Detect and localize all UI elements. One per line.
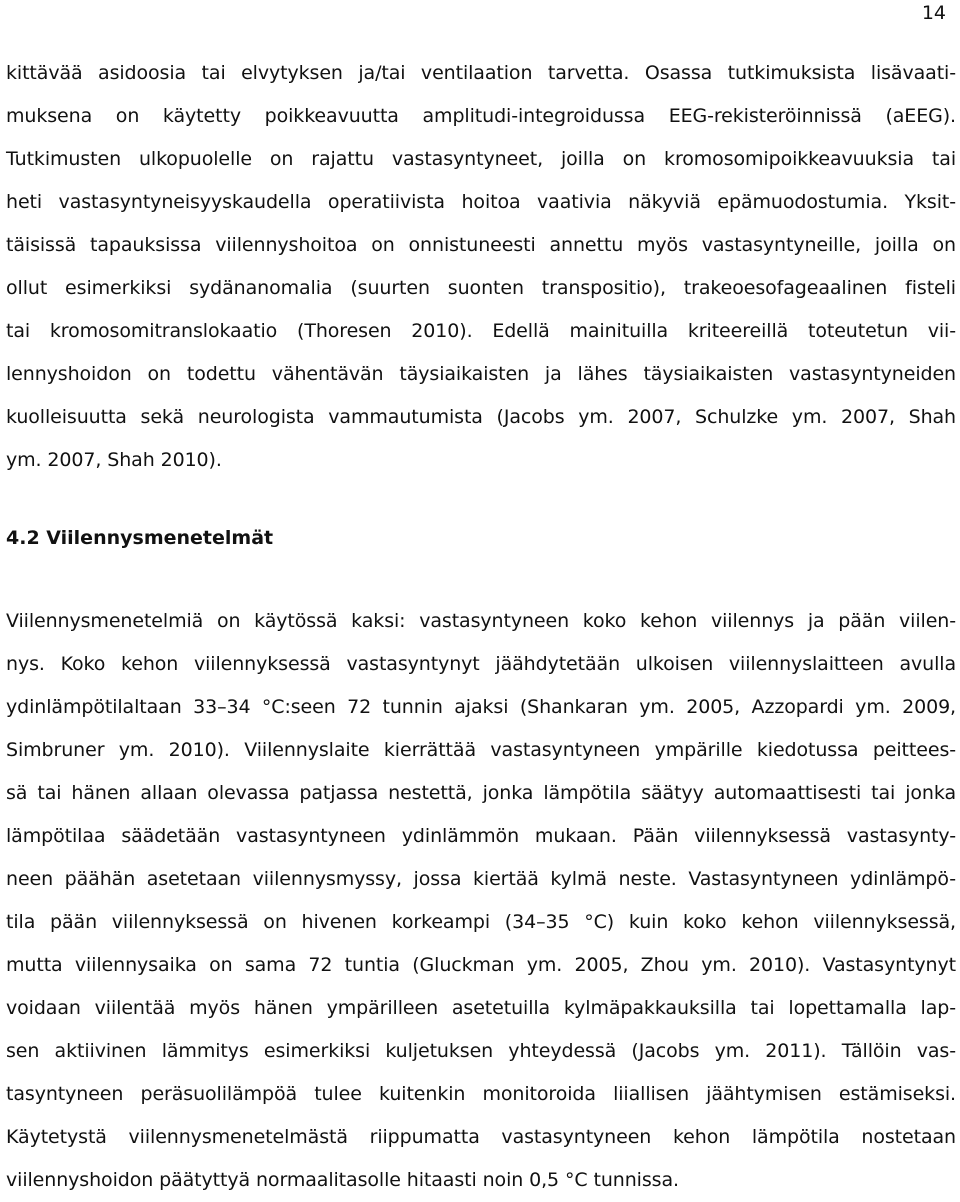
text-line: täisissä tapauksissa viilennyshoitoa on onnistuneesti annettu myös vastasyntyneille, joilla on	[6, 234, 956, 256]
text-line: viilennyshoidon päätyttyä normaalitasolle hitaasti noin 0,5 °C tunnissa.	[6, 1169, 679, 1191]
text-line: tila pään viilennyksessä on hivenen korkeampi (34–35 °C) kuin koko kehon viilennyksessä,	[6, 911, 956, 933]
text-line: tasyntyneen peräsuolilämpöä tulee kuitenkin monitoroida liiallisen jäähtymisen estämiseksi.	[6, 1083, 956, 1105]
text-line: neen päähän asetetaan viilennysmyssy, jossa kiertää kylmä neste. Vastasyntyneen ydinlämpö-	[6, 868, 956, 890]
text-line: tai kromosomitranslokaatio (Thoresen 2010). Edellä mainituilla kriteereillä toteutetun vii-	[6, 320, 956, 342]
body-paragraph-1	[6, 52, 956, 482]
page-number: 14	[921, 2, 946, 24]
text-line: kuolleisuutta sekä neurologista vammautumista (Jacobs ym. 2007, Schulzke ym. 2007, Shah	[6, 406, 956, 428]
text-line: nys. Koko kehon viilennyksessä vastasyntynyt jäähdytetään ulkoisen viilennyslaitteen avulla	[6, 653, 956, 675]
text-line: ollut esimerkiksi sydänanomalia (suurten suonten transpositio), trakeoesofageaalinen fisteli	[6, 277, 956, 299]
text-line: voidaan viilentää myös hänen ympärilleen asetetuilla kylmäpakkauksilla tai lopettamalla lap-	[6, 997, 956, 1019]
text-line: Tutkimusten ulkopuolelle on rajattu vastasyntyneet, joilla on kromosomipoikkeavuuksia tai	[6, 148, 956, 170]
text-line: lämpötilaa säädetään vastasyntyneen ydinlämmön mukaan. Pään viilennyksessä vastasynty-	[6, 825, 956, 847]
body-paragraph-2	[6, 600, 956, 1202]
text-line: kittävää asidoosia tai elvytyksen ja/tai ventilaation tarvetta. Osassa tutkimuksista lisävaati-	[6, 62, 956, 84]
text-line: ym. 2007, Shah 2010).	[6, 449, 222, 471]
text-line: Käytetystä viilennysmenetelmästä riippumatta vastasyntyneen kehon lämpötila nostetaan	[6, 1126, 956, 1148]
text-line: sä tai hänen allaan olevassa patjassa nestettä, jonka lämpötila säätyy automaattisesti tai jonka	[6, 782, 956, 804]
section-heading: 4.2 Viilennysmenetelmät	[6, 527, 274, 549]
text-line: ydinlämpötilaltaan 33–34 °C:seen 72 tunnin ajaksi (Shankaran ym. 2005, Azzopardi ym. 2009,	[6, 696, 956, 718]
text-line: Simbruner ym. 2010). Viilennyslaite kierrättää vastasyntyneen ympärille kiedotussa peittees-	[6, 739, 956, 761]
text-line: muksena on käytetty poikkeavuutta amplitudi-integroidussa EEG-rekisteröinnissä (aEEG).	[6, 105, 956, 127]
text-line: lennyshoidon on todettu vähentävän täysiaikaisten ja lähes täysiaikaisten vastasyntyneiden	[6, 363, 956, 385]
text-line: mutta viilennysaika on sama 72 tuntia (Gluckman ym. 2005, Zhou ym. 2010). Vastasyntynyt	[6, 954, 956, 976]
text-line: Viilennysmenetelmiä on käytössä kaksi: vastasyntyneen koko kehon viilennys ja pään viilen-	[6, 610, 956, 632]
text-line: sen aktiivinen lämmitys esimerkiksi kuljetuksen yhteydessä (Jacobs ym. 2011). Tällöin vas-	[6, 1040, 956, 1062]
text-line: heti vastasyntyneisyyskaudella operatiivista hoitoa vaativia näkyviä epämuodostumia. Yksit-	[6, 191, 956, 213]
